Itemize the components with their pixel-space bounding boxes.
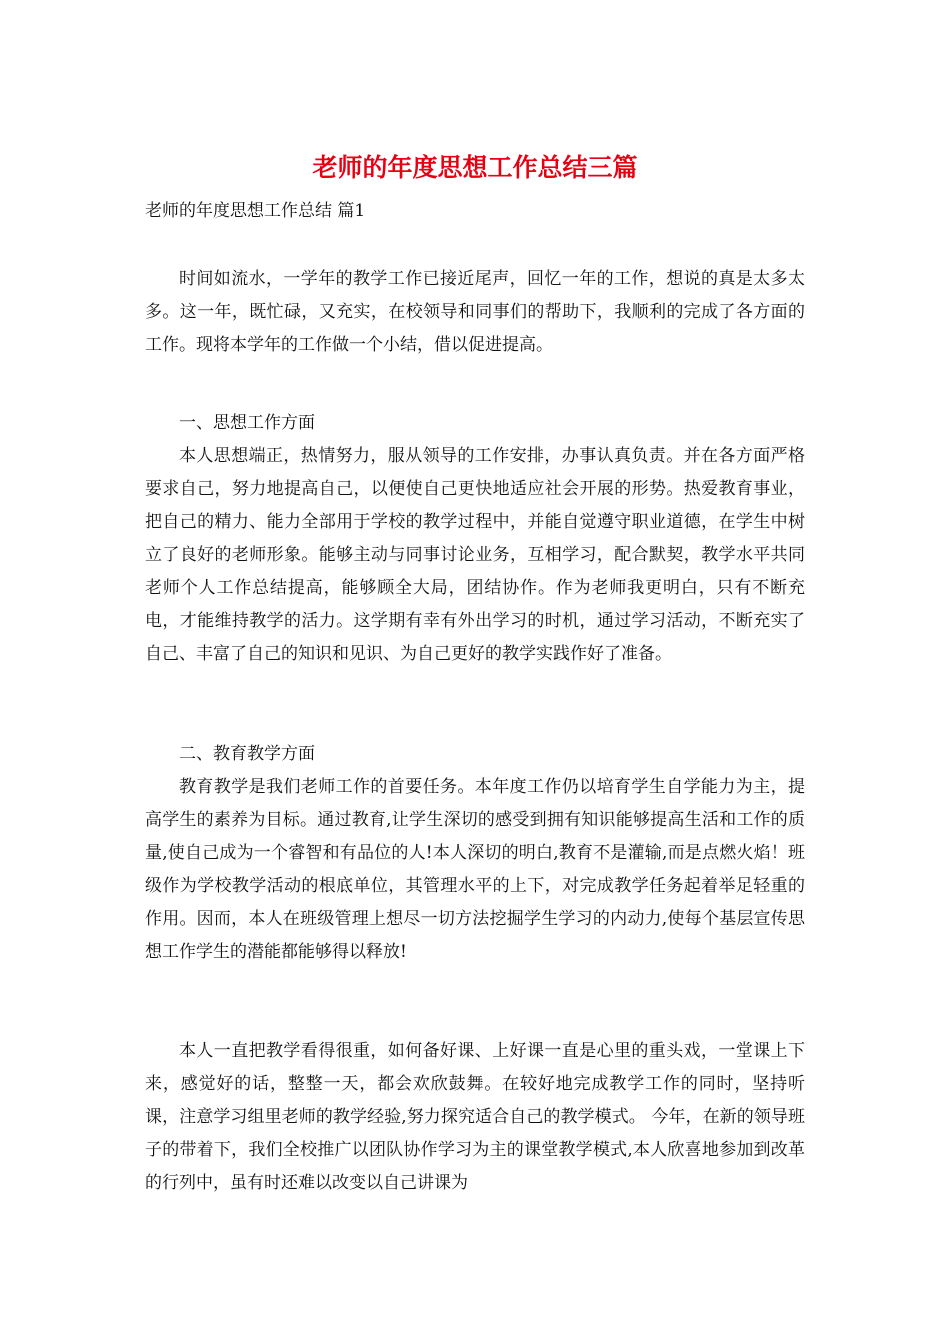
intro-paragraph: 时间如流水，一学年的教学工作已接近尾声，回忆一年的工作，想说的真是太多太多。这一年，既忙碌，又充实，在校领导和同事们的帮助下，我顺利的完成了各方面的工作。现将本学年的工作做一个小结，借以促进提高。 xyxy=(145,269,805,355)
section2-paragraph-2: 本人一直把教学看得很重，如何备好课、上好课一直是心里的重头戏，一堂课上下来，感觉好的话，整整一天，都会欢欣鼓舞。在较好地完成教学工作的同时，坚持听课，注意学习组里老师的教学经验,努力探究适合自己的教学模式。 今年，在新的领导班子的带着下，我们全校推广以团队协作学习为主的课堂教学模式,本人欣喜地参加到改革的行列中，虽有时还难以改变以自己讲课为 xyxy=(145,1041,805,1193)
section1-paragraph: 本人思想端正，热情努力，服从领导的工作安排，办事认真负责。并在各方面严格要求自己，努力地提高自己，以便使自己更快地适应社会开展的形势。热爱教育事业，把自己的精力、能力全部用于学校的教学过程中，并能自觉遵守职业道德，在学生中树立了良好的老师形象。能够主动与同事讨论业务，互相学习，配合默契，教学水平共同老师个人工作总结提高，能够顾全大局，团结协作。作为老师我更明白，只有不断充电，才能维持教学的活力。这学期有幸有外出学习的时机，通过学习活动，不断充实了自己、丰富了自己的知识和见识、为自己更好的教学实践作好了准备。 xyxy=(145,446,805,664)
section1-heading: 一、思想工作方面 xyxy=(179,413,315,433)
section2-paragraph: 教育教学是我们老师工作的首要任务。本年度工作仍以培育学生自学能力为主，提高学生的素养为目标。通过教育,让学生深切的感受到拥有知识能够提高生活和工作的质量,使自己成为一个睿智和有品位的人!本人深切的明白,教育不是灌输,而是点燃火焰！班级作为学校教学活动的根底单位，其管理水平的上下，对完成教学任务起着举足轻重的作用。因而，本人在班级管理上想尽一切方法挖掘学生学习的内动力,使每个基层宣传思想工作学生的潜能都能够得以释放! xyxy=(145,777,805,962)
document-subtitle: 老师的年度思想工作总结 篇1 xyxy=(145,201,366,221)
section2-heading: 二、教育教学方面 xyxy=(179,744,315,764)
document-title: 老师的年度思想工作总结三篇 xyxy=(312,153,638,182)
